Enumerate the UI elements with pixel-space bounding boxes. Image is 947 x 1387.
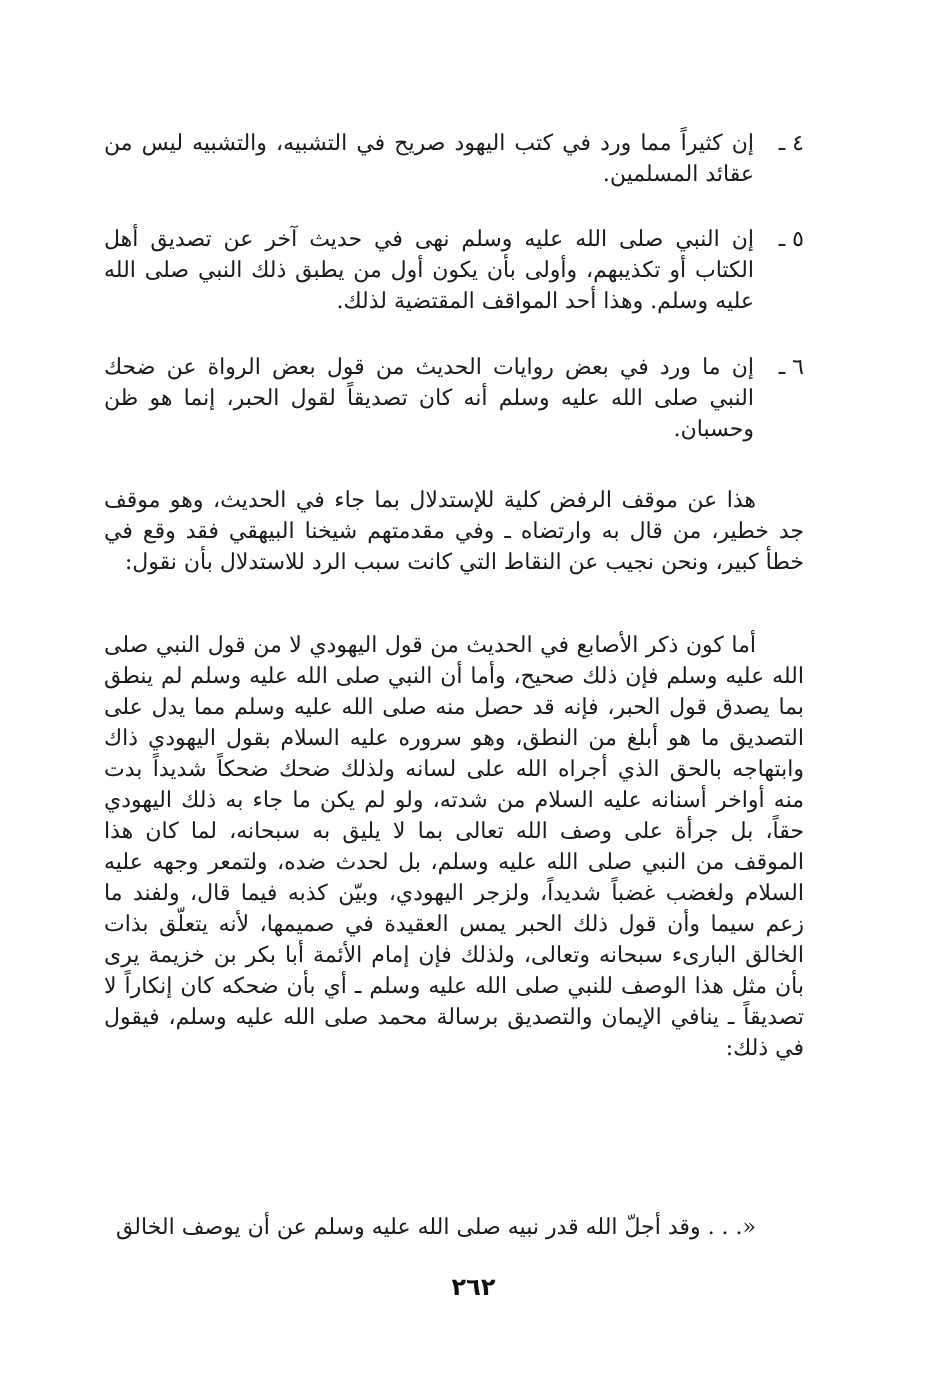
- list-item-number: ٥ ـ: [778, 227, 804, 252]
- list-item-number: ٦ ـ: [778, 355, 804, 380]
- list-item-number: ٤ ـ: [778, 131, 804, 156]
- list-item-text: إن النبي صلى الله عليه وسلم نهى في حديث آخر عن تصديق أهل الكتاب أو تكذيبهم، وأولى بأن يكون أول من يطبق ذلك النبي صلى الله عليه وسلم. وهذا أحد المواقف المقتضية لذلك.: [104, 227, 754, 314]
- list-item-text: إن ما ورد في بعض روايات الحديث من قول بعض الرواة عن ضحك النبي صلى الله عليه وسلم أنه كان تصديقاً لقول الحبر، إنما هو ظن وحسبان.: [104, 355, 754, 442]
- page-number: ٢٦٢: [451, 1273, 496, 1301]
- list-item-4: [104, 128, 804, 190]
- paragraph-rejection-stance: هذا عن موقف الرفض كلية للإستدلال بما جاء في الحديث، وهو موقف جد خطير، من قال به وارتضاه ـ وفي مقدمتهم شيخنا البيهقي فقد وقع في خطأ كبير، ونحن نجيب عن النقاط التي كانت سبب الرد للاستدلال بأن نقول:: [104, 488, 804, 575]
- list-item-text: إن كثيراً مما ورد في كتب اليهود صريح في التشبيه، والتشبيه ليس من عقائد المسلمين.: [104, 131, 754, 187]
- paragraph-quotation: «. . . وقد أجلّ الله قدر نبيه صلى الله عليه وسلم عن أن يوصف الخالق: [115, 1215, 756, 1240]
- list-item-6: [104, 352, 804, 445]
- list-item-5: [104, 224, 804, 317]
- paragraph-response: أما كون ذكر الأصابع في الحديث من قول اليهودي لا من قول النبي صلى الله عليه وسلم فإن ذلك صحيح، وأما أن النبي صلى الله عليه وسلم لم ينطق بما يصدق قول الحبر، فإنه قد حصل منه صلى الله عليه وسلم مما يدل على التصديق ما هو أبلغ من النطق، وهو سروره عليه السلام بقول اليهودي ذاك وابتهاجه بالحق الذي أجراه الله على لسانه ولذلك ضحك ضحكاً شديداً بدت منه أواخر أسنانه عليه السلام من شدته، ولو لم يكن ما جاء به ذلك اليهودي حقاً، بل جرأة على وصف الله تعالى بما لا يليق به سبحانه، لما كان هذا الموقف من النبي صلى الله عليه وسلم، بل لحدث ضده، ولتمعر وجهه عليه السلام ولغضب غضباً شديداً، ولزجر اليهودي، وبيّن كذبه فيما قال، ولفند ما زعم سيما وأن قول ذلك الحبر يمس العقيدة في صميمها، لأنه يتعلّق بذات الخالق البارىء سبحانه وتعالى، ولذلك فإن إمام الأئمة أبا بكر بن خزيمة يرى بأن مثل هذا الوصف للنبي صلى الله عليه وسلم ـ أي بأن ضحكه كان إنكاراً لا تصديقاً ـ ينافي الإيمان والتصديق برسالة محمد صلى الله عليه وسلم، فيقول في ذلك:: [104, 633, 804, 1061]
